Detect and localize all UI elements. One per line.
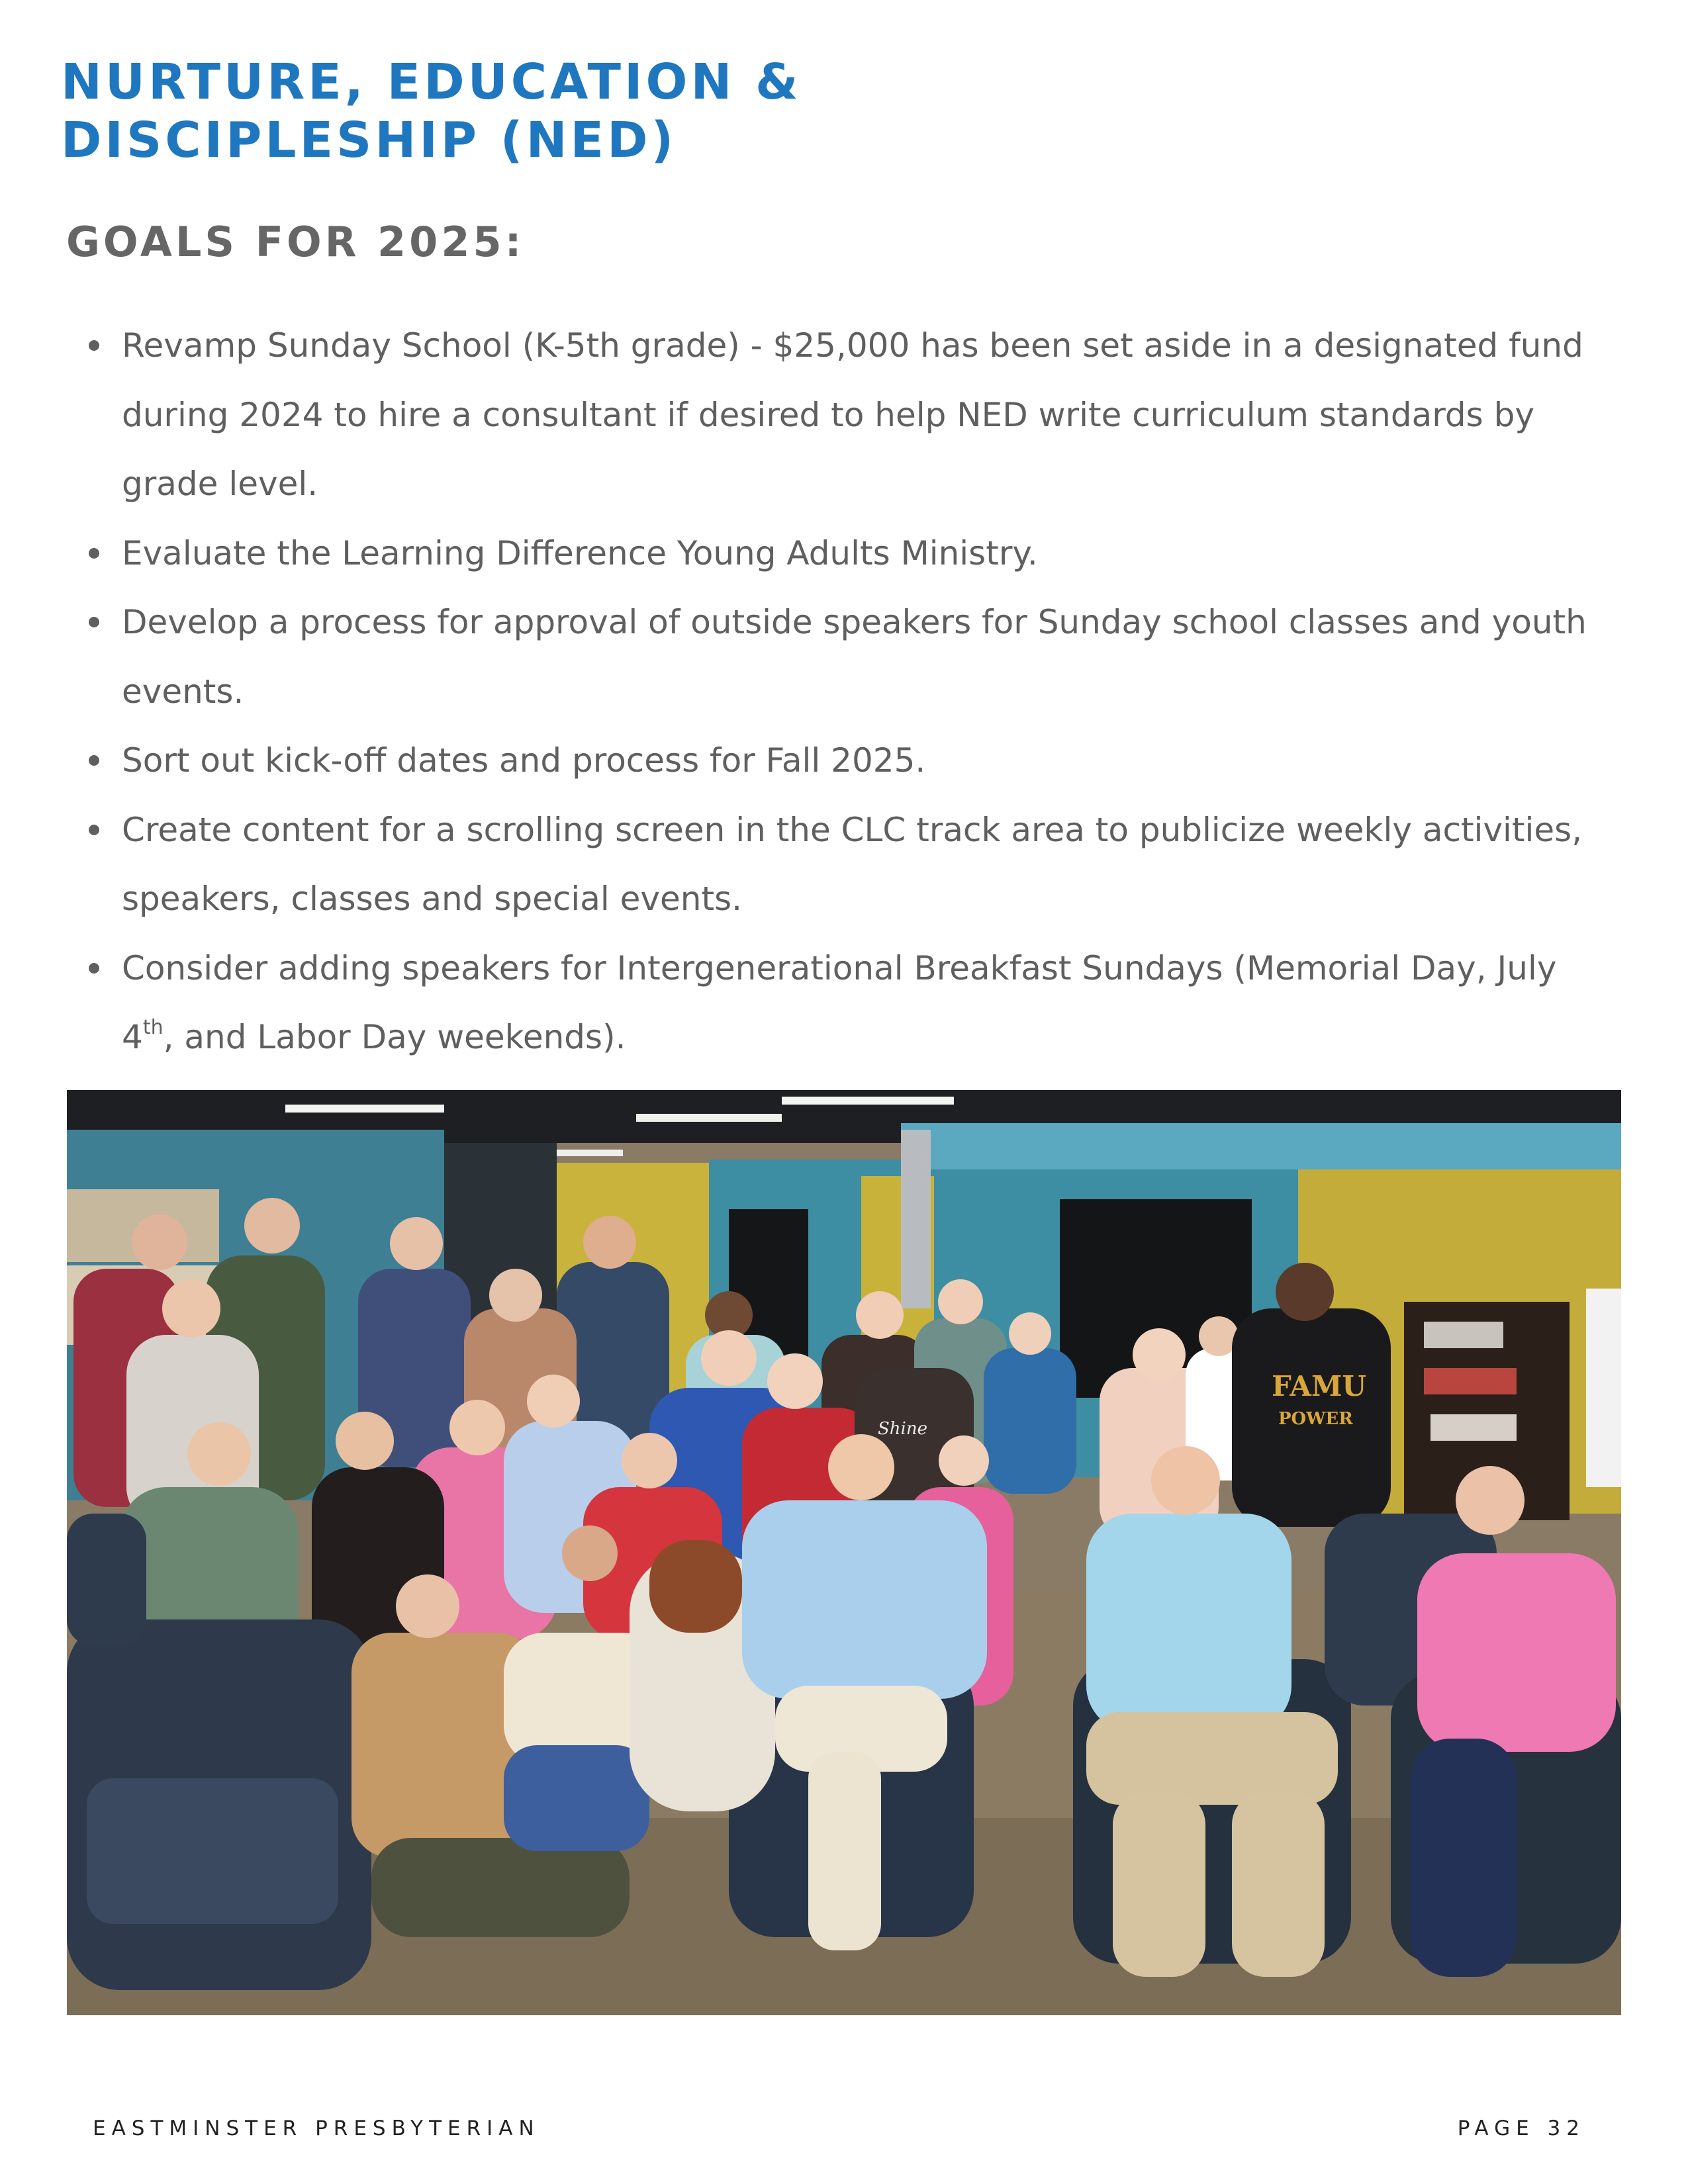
goal-item-4	[122, 726, 1598, 796]
goal-item-5	[122, 796, 1598, 934]
duct	[901, 1130, 931, 1308]
bullet-icon	[89, 548, 99, 559]
group-photo	[67, 1090, 1621, 2015]
bullet-icon	[89, 963, 99, 974]
bullet-icon	[89, 755, 99, 766]
goal-text-after: , and Labor Day weekends).	[163, 1018, 626, 1056]
footer-page-number: PAGE 32	[1457, 2116, 1585, 2140]
ceiling-light	[285, 1105, 444, 1113]
goals-list	[122, 311, 1598, 1072]
goal-superscript: th	[142, 1016, 164, 1039]
page-title	[61, 53, 1120, 169]
goal-item-3	[122, 588, 1598, 726]
footer-organization: EASTMINSTER PRESBYTERIAN	[93, 2116, 540, 2140]
books	[1424, 1368, 1517, 1394]
bullet-icon	[89, 825, 99, 835]
ceiling-light	[782, 1097, 954, 1105]
books	[1430, 1414, 1517, 1441]
books	[1424, 1322, 1503, 1348]
goal-text: Evaluate the Learning Difference Young Adults Ministry.	[122, 533, 1038, 572]
whiteboard	[1586, 1289, 1621, 1487]
shirt-text: Shine	[878, 1419, 928, 1439]
goal-text: Sort out kick-off dates and process for Fall 2025.	[122, 741, 926, 780]
bullet-icon	[89, 617, 99, 627]
goal-text: Create content for a scrolling screen in the CLC track area to publicize weekly activities, speakers, classes and special events.	[122, 810, 1583, 918]
page-title-line-1: NURTURE, EDUCATION &	[61, 54, 802, 111]
page-title-line-2: DISCIPLESHIP (NED)	[61, 112, 677, 169]
goal-text: Revamp Sunday School (K-5th grade) - $25,000 has been set aside in a designated fund during 2024 to hire a consultant if desired to help NED write curriculum standards by grade level.	[122, 326, 1583, 503]
ceiling-light	[636, 1114, 782, 1122]
sweatshirt-text: FAMU	[1272, 1370, 1367, 1402]
sweatshirt-text: POWER	[1278, 1409, 1353, 1429]
goal-item-6	[122, 934, 1598, 1072]
goal-text-before: Consider adding speakers for Intergenerational Breakfast Sundays (Memorial Day, July 4	[122, 948, 1557, 1056]
bullet-icon	[89, 340, 99, 351]
goals-heading: GOALS FOR 2025:	[66, 218, 525, 266]
goal-text: Develop a process for approval of outside speakers for Sunday school classes and youth events.	[122, 603, 1587, 711]
goal-item-1	[122, 311, 1598, 519]
upper-blue-band	[901, 1123, 1621, 1169]
goal-item-2	[122, 519, 1598, 588]
